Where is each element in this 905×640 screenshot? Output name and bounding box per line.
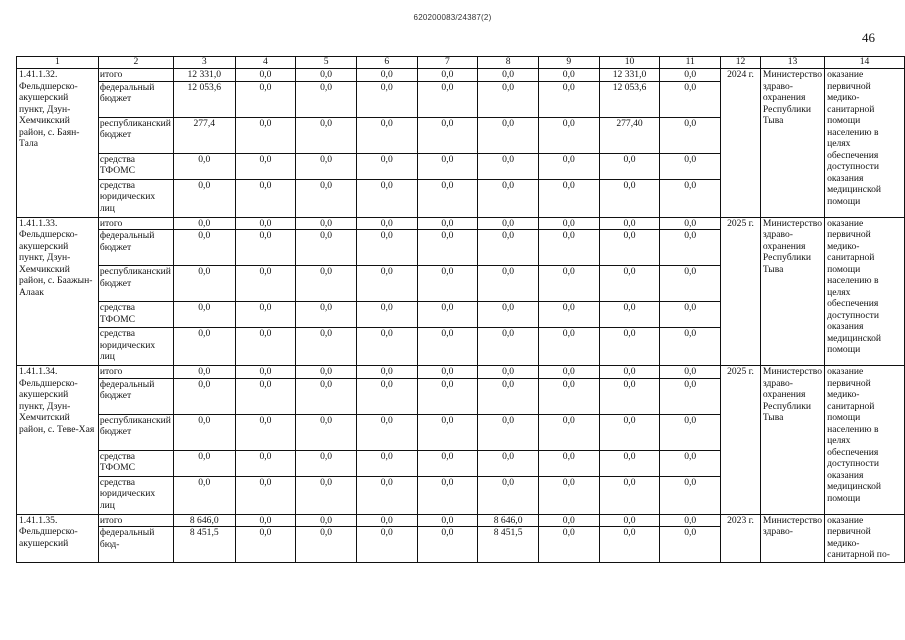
amount-cell: 0,0 bbox=[173, 476, 235, 514]
funding-source-cell: итого bbox=[98, 69, 173, 82]
column-number-cell: 5 bbox=[296, 57, 357, 69]
amount-cell: 12 331,0 bbox=[599, 69, 660, 82]
amount-cell: 0,0 bbox=[478, 153, 539, 179]
executor-cell: Министерство здраво-охранения Республики Тыва bbox=[760, 217, 824, 366]
amount-cell: 0,0 bbox=[173, 450, 235, 476]
funding-source-cell: федеральный бюд- bbox=[98, 527, 173, 563]
amount-cell: 0,0 bbox=[417, 414, 478, 450]
amount-cell: 0,0 bbox=[599, 266, 660, 302]
result-cell: оказание первичной медико-санитарной по- bbox=[825, 514, 905, 563]
amount-cell: 8 451,5 bbox=[173, 527, 235, 563]
amount-cell: 0,0 bbox=[356, 378, 417, 414]
amount-cell: 0,0 bbox=[478, 414, 539, 450]
result-cell: оказание первичной медико-санитарной помощи населению в целях обеспечения доступности оказания медицинской помощи bbox=[825, 366, 905, 515]
financing-table bbox=[16, 56, 905, 563]
amount-cell: 0,0 bbox=[417, 514, 478, 527]
funding-source-cell: средства ТФОМС bbox=[98, 302, 173, 328]
amount-cell: 0,0 bbox=[478, 266, 539, 302]
amount-cell: 0,0 bbox=[599, 217, 660, 230]
amount-cell: 0,0 bbox=[538, 414, 599, 450]
amount-cell: 0,0 bbox=[296, 302, 357, 328]
amount-cell: 0,0 bbox=[538, 328, 599, 366]
amount-cell: 0,0 bbox=[538, 378, 599, 414]
column-number-cell: 4 bbox=[235, 57, 296, 69]
amount-cell: 0,0 bbox=[660, 81, 721, 117]
amount-cell: 0,0 bbox=[538, 117, 599, 153]
amount-cell: 0,0 bbox=[660, 527, 721, 563]
amount-cell: 0,0 bbox=[356, 527, 417, 563]
funding-source-cell: республиканский бюджет bbox=[98, 266, 173, 302]
table-row bbox=[17, 366, 905, 379]
amount-cell: 0,0 bbox=[660, 217, 721, 230]
amount-cell: 0,0 bbox=[235, 302, 296, 328]
amount-cell: 0,0 bbox=[356, 514, 417, 527]
amount-cell: 0,0 bbox=[356, 69, 417, 82]
amount-cell: 0,0 bbox=[356, 153, 417, 179]
column-number-cell: 14 bbox=[825, 57, 905, 69]
amount-cell: 0,0 bbox=[538, 302, 599, 328]
amount-cell: 0,0 bbox=[296, 476, 357, 514]
funding-source-cell: средства юридических лиц bbox=[98, 328, 173, 366]
amount-cell: 0,0 bbox=[660, 117, 721, 153]
amount-cell: 0,0 bbox=[173, 366, 235, 379]
amount-cell: 0,0 bbox=[538, 514, 599, 527]
result-cell: оказание первичной медико-санитарной помощи населению в целях обеспечения доступности оказания медицинской помощи bbox=[825, 217, 905, 366]
page-number: 46 bbox=[862, 30, 875, 45]
amount-cell: 0,0 bbox=[417, 366, 478, 379]
amount-cell: 0,0 bbox=[356, 117, 417, 153]
amount-cell: 0,0 bbox=[538, 527, 599, 563]
amount-cell: 0,0 bbox=[356, 414, 417, 450]
amount-cell: 0,0 bbox=[235, 217, 296, 230]
amount-cell: 0,0 bbox=[660, 302, 721, 328]
amount-cell: 0,0 bbox=[356, 81, 417, 117]
funding-source-cell: средства ТФОМС bbox=[98, 153, 173, 179]
executor-cell: Министерство здраво- bbox=[760, 514, 824, 563]
amount-cell: 0,0 bbox=[173, 378, 235, 414]
amount-cell: 0,0 bbox=[296, 366, 357, 379]
amount-cell: 0,0 bbox=[173, 302, 235, 328]
amount-cell: 0,0 bbox=[660, 266, 721, 302]
amount-cell: 0,0 bbox=[660, 414, 721, 450]
funding-source-cell: итого bbox=[98, 217, 173, 230]
amount-cell: 0,0 bbox=[660, 378, 721, 414]
amount-cell: 0,0 bbox=[296, 153, 357, 179]
amount-cell: 0,0 bbox=[417, 69, 478, 82]
amount-cell: 0,0 bbox=[417, 527, 478, 563]
amount-cell: 277,4 bbox=[173, 117, 235, 153]
amount-cell: 8 451,5 bbox=[478, 527, 539, 563]
executor-cell: Министерство здраво-охранения Республики Тыва bbox=[760, 366, 824, 515]
amount-cell: 0,0 bbox=[660, 328, 721, 366]
amount-cell: 0,0 bbox=[417, 328, 478, 366]
amount-cell: 0,0 bbox=[296, 217, 357, 230]
amount-cell: 0,0 bbox=[296, 414, 357, 450]
amount-cell: 0,0 bbox=[356, 266, 417, 302]
amount-cell: 0,0 bbox=[599, 153, 660, 179]
amount-cell: 0,0 bbox=[173, 414, 235, 450]
funding-source-cell: средства ТФОМС bbox=[98, 450, 173, 476]
funding-source-cell: средства юридических лиц bbox=[98, 476, 173, 514]
amount-cell: 0,0 bbox=[478, 328, 539, 366]
amount-cell: 0,0 bbox=[356, 476, 417, 514]
amount-cell: 0,0 bbox=[538, 69, 599, 82]
amount-cell: 0,0 bbox=[478, 230, 539, 266]
amount-cell: 0,0 bbox=[660, 179, 721, 217]
year-cell: 2025 г. bbox=[721, 217, 761, 366]
amount-cell: 0,0 bbox=[478, 450, 539, 476]
amount-cell: 0,0 bbox=[173, 217, 235, 230]
amount-cell: 0,0 bbox=[235, 514, 296, 527]
amount-cell: 0,0 bbox=[235, 153, 296, 179]
amount-cell: 0,0 bbox=[660, 230, 721, 266]
funding-source-cell: средства юридических лиц bbox=[98, 179, 173, 217]
table-row bbox=[17, 69, 905, 82]
column-number-cell: 6 bbox=[356, 57, 417, 69]
amount-cell: 0,0 bbox=[417, 302, 478, 328]
amount-cell: 0,0 bbox=[417, 450, 478, 476]
amount-cell: 0,0 bbox=[417, 476, 478, 514]
column-number-cell: 9 bbox=[538, 57, 599, 69]
amount-cell: 0,0 bbox=[235, 527, 296, 563]
amount-cell: 0,0 bbox=[478, 476, 539, 514]
document-stamp: 620200083/24387(2) bbox=[413, 13, 492, 22]
amount-cell: 0,0 bbox=[296, 450, 357, 476]
column-number-cell: 8 bbox=[478, 57, 539, 69]
column-number-cell: 13 bbox=[760, 57, 824, 69]
amount-cell: 0,0 bbox=[538, 476, 599, 514]
amount-cell: 8 646,0 bbox=[173, 514, 235, 527]
amount-cell: 0,0 bbox=[599, 230, 660, 266]
object-title-cell: 1.41.1.35. Фельдшерско-акушерский bbox=[17, 514, 99, 563]
column-number-cell: 12 bbox=[721, 57, 761, 69]
amount-cell: 0,0 bbox=[478, 378, 539, 414]
table-row bbox=[17, 514, 905, 527]
amount-cell: 12 331,0 bbox=[173, 69, 235, 82]
column-number-cell: 2 bbox=[98, 57, 173, 69]
object-title-cell: 1.41.1.34. Фельдшерско-акушерский пункт, Дзун-Хемчитский район, с. Теве-Хая bbox=[17, 366, 99, 515]
amount-cell: 0,0 bbox=[538, 179, 599, 217]
amount-cell: 0,0 bbox=[599, 414, 660, 450]
table-row bbox=[17, 217, 905, 230]
amount-cell: 0,0 bbox=[296, 117, 357, 153]
amount-cell: 277,40 bbox=[599, 117, 660, 153]
amount-cell: 0,0 bbox=[478, 217, 539, 230]
column-number-cell: 10 bbox=[599, 57, 660, 69]
amount-cell: 0,0 bbox=[235, 378, 296, 414]
amount-cell: 0,0 bbox=[478, 117, 539, 153]
amount-cell: 0,0 bbox=[356, 179, 417, 217]
amount-cell: 0,0 bbox=[599, 302, 660, 328]
amount-cell: 0,0 bbox=[296, 81, 357, 117]
amount-cell: 0,0 bbox=[235, 328, 296, 366]
amount-cell: 0,0 bbox=[417, 230, 478, 266]
amount-cell: 0,0 bbox=[417, 179, 478, 217]
amount-cell: 0,0 bbox=[417, 81, 478, 117]
amount-cell: 0,0 bbox=[417, 217, 478, 230]
amount-cell: 0,0 bbox=[538, 266, 599, 302]
amount-cell: 0,0 bbox=[660, 153, 721, 179]
amount-cell: 0,0 bbox=[660, 514, 721, 527]
amount-cell: 8 646,0 bbox=[478, 514, 539, 527]
amount-cell: 0,0 bbox=[538, 450, 599, 476]
amount-cell: 0,0 bbox=[538, 217, 599, 230]
funding-source-cell: федеральный бюджет bbox=[98, 378, 173, 414]
amount-cell: 0,0 bbox=[599, 527, 660, 563]
amount-cell: 0,0 bbox=[235, 366, 296, 379]
amount-cell: 0,0 bbox=[173, 328, 235, 366]
result-cell: оказание первичной медико-санитарной помощи населению в целях обеспечения доступности оказания медицинской помощи bbox=[825, 69, 905, 218]
amount-cell: 0,0 bbox=[660, 476, 721, 514]
amount-cell: 0,0 bbox=[660, 450, 721, 476]
amount-cell: 0,0 bbox=[599, 476, 660, 514]
amount-cell: 0,0 bbox=[296, 514, 357, 527]
funding-source-cell: итого bbox=[98, 366, 173, 379]
amount-cell: 0,0 bbox=[356, 328, 417, 366]
amount-cell: 0,0 bbox=[235, 179, 296, 217]
amount-cell: 0,0 bbox=[296, 69, 357, 82]
amount-cell: 0,0 bbox=[296, 230, 357, 266]
amount-cell: 0,0 bbox=[356, 366, 417, 379]
amount-cell: 0,0 bbox=[660, 69, 721, 82]
amount-cell: 0,0 bbox=[417, 117, 478, 153]
column-number-cell: 11 bbox=[660, 57, 721, 69]
amount-cell: 0,0 bbox=[173, 266, 235, 302]
amount-cell: 0,0 bbox=[417, 266, 478, 302]
amount-cell: 0,0 bbox=[478, 179, 539, 217]
amount-cell: 0,0 bbox=[538, 153, 599, 179]
executor-cell: Министерство здраво-охранения Республики Тыва bbox=[760, 69, 824, 218]
amount-cell: 0,0 bbox=[478, 69, 539, 82]
column-number-cell: 7 bbox=[417, 57, 478, 69]
amount-cell: 0,0 bbox=[235, 450, 296, 476]
amount-cell: 0,0 bbox=[599, 328, 660, 366]
funding-source-cell: федеральный бюджет bbox=[98, 81, 173, 117]
amount-cell: 0,0 bbox=[417, 153, 478, 179]
amount-cell: 0,0 bbox=[356, 230, 417, 266]
amount-cell: 0,0 bbox=[235, 81, 296, 117]
funding-source-cell: итого bbox=[98, 514, 173, 527]
amount-cell: 0,0 bbox=[235, 117, 296, 153]
amount-cell: 0,0 bbox=[660, 366, 721, 379]
column-number-cell: 1 bbox=[17, 57, 99, 69]
amount-cell: 0,0 bbox=[235, 69, 296, 82]
funding-source-cell: республиканский бюджет bbox=[98, 414, 173, 450]
amount-cell: 0,0 bbox=[235, 230, 296, 266]
amount-cell: 0,0 bbox=[296, 266, 357, 302]
object-title-cell: 1.41.1.33. Фельдшерско-акушерский пункт, Дзун-Хемчикский район, с. Баажын-Алаак bbox=[17, 217, 99, 366]
amount-cell: 0,0 bbox=[356, 217, 417, 230]
amount-cell: 0,0 bbox=[296, 527, 357, 563]
amount-cell: 0,0 bbox=[356, 302, 417, 328]
amount-cell: 0,0 bbox=[599, 179, 660, 217]
amount-cell: 0,0 bbox=[599, 514, 660, 527]
amount-cell: 0,0 bbox=[538, 81, 599, 117]
amount-cell: 0,0 bbox=[235, 414, 296, 450]
funding-source-cell: республиканский бюджет bbox=[98, 117, 173, 153]
amount-cell: 12 053,6 bbox=[599, 81, 660, 117]
column-number-row bbox=[17, 57, 905, 69]
object-title-cell: 1.41.1.32. Фельдшерско-акушерский пункт, Дзун-Хемчикский район, с. Баян-Тала bbox=[17, 69, 99, 218]
amount-cell: 0,0 bbox=[417, 378, 478, 414]
column-number-cell: 3 bbox=[173, 57, 235, 69]
amount-cell: 0,0 bbox=[599, 378, 660, 414]
amount-cell: 0,0 bbox=[478, 366, 539, 379]
amount-cell: 0,0 bbox=[173, 179, 235, 217]
amount-cell: 0,0 bbox=[599, 450, 660, 476]
amount-cell: 0,0 bbox=[478, 81, 539, 117]
amount-cell: 0,0 bbox=[356, 450, 417, 476]
amount-cell: 0,0 bbox=[173, 153, 235, 179]
amount-cell: 0,0 bbox=[235, 476, 296, 514]
year-cell: 2025 г. bbox=[721, 366, 761, 515]
amount-cell: 12 053,6 bbox=[173, 81, 235, 117]
amount-cell: 0,0 bbox=[538, 230, 599, 266]
amount-cell: 0,0 bbox=[538, 366, 599, 379]
amount-cell: 0,0 bbox=[478, 302, 539, 328]
amount-cell: 0,0 bbox=[235, 266, 296, 302]
amount-cell: 0,0 bbox=[296, 378, 357, 414]
amount-cell: 0,0 bbox=[296, 328, 357, 366]
amount-cell: 0,0 bbox=[599, 366, 660, 379]
amount-cell: 0,0 bbox=[296, 179, 357, 217]
year-cell: 2023 г. bbox=[721, 514, 761, 563]
funding-source-cell: федеральный бюджет bbox=[98, 230, 173, 266]
year-cell: 2024 г. bbox=[721, 69, 761, 218]
amount-cell: 0,0 bbox=[173, 230, 235, 266]
